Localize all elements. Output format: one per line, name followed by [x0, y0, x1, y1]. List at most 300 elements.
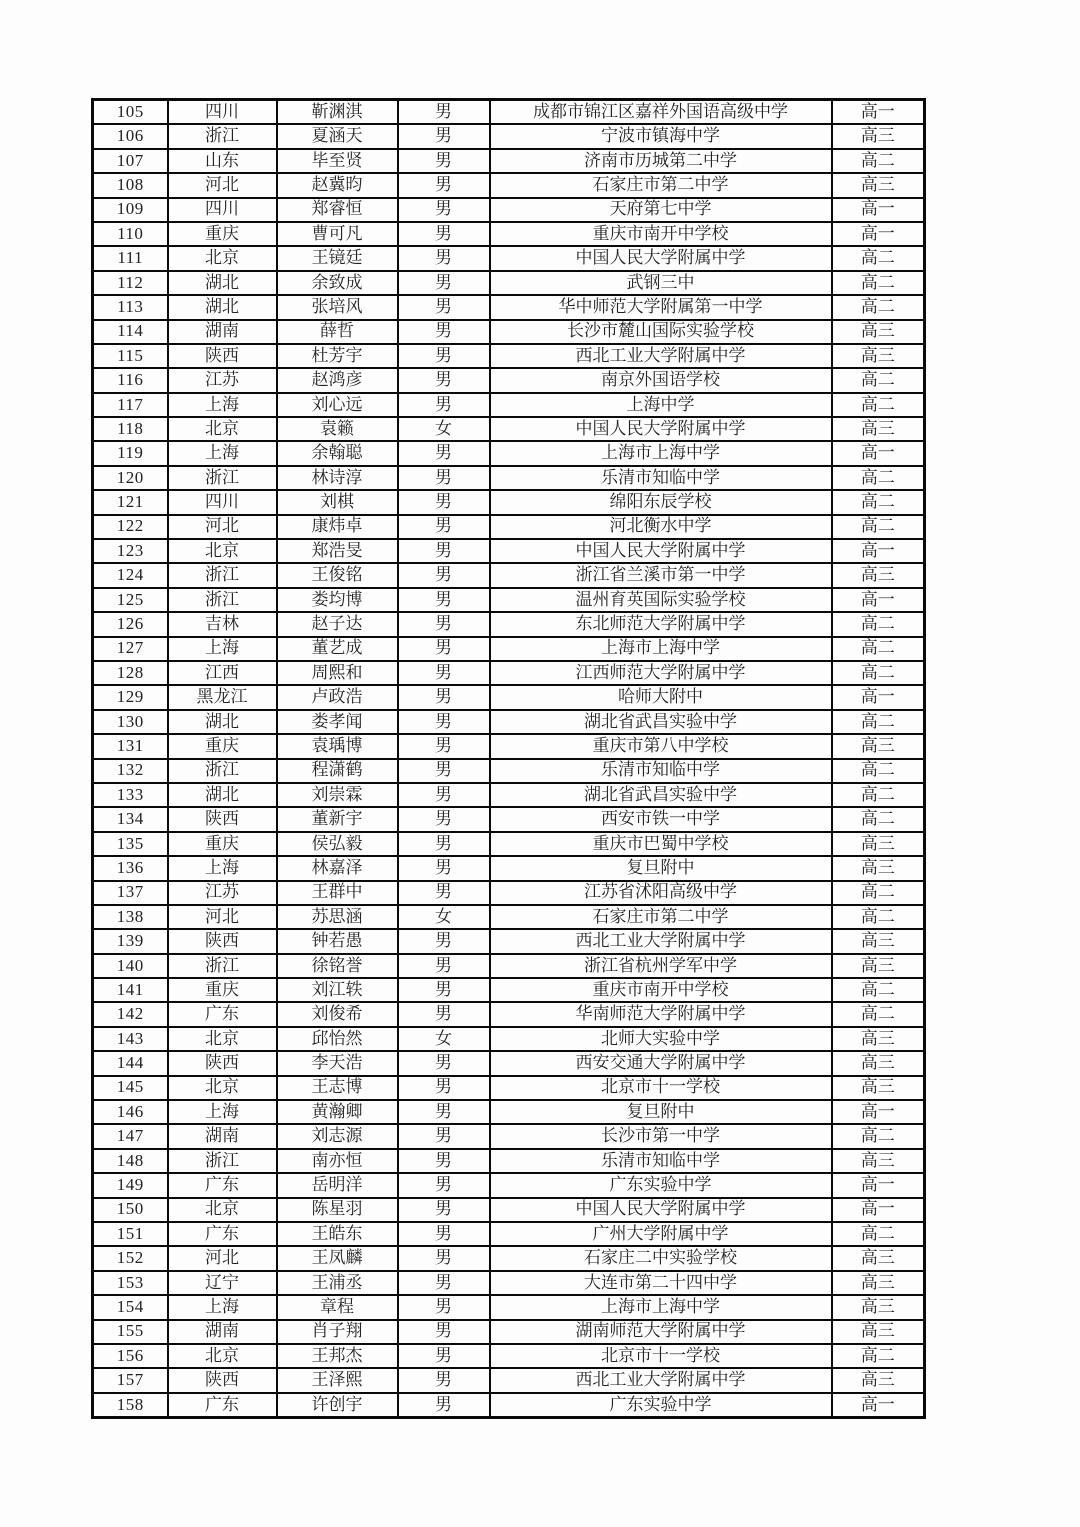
cell-index: 117 [93, 393, 168, 417]
table-row [93, 1149, 925, 1173]
cell-school: 重庆市巴蜀中学校 [490, 832, 832, 856]
cell-school: 重庆市第八中学校 [490, 734, 832, 758]
cell-province: 四川 [168, 490, 277, 514]
cell-index: 138 [93, 905, 168, 929]
table-row [93, 637, 925, 661]
cell-grade: 高二 [832, 490, 925, 514]
cell-school: 湖北省武昌实验中学 [490, 710, 832, 734]
cell-index: 106 [93, 124, 168, 148]
table-row [93, 466, 925, 490]
cell-gender: 男 [398, 515, 490, 539]
cell-gender: 男 [398, 637, 490, 661]
table-row [93, 173, 925, 197]
table-row [93, 1076, 925, 1100]
cell-index: 141 [93, 978, 168, 1002]
cell-school: 江西师范大学附属中学 [490, 661, 832, 685]
cell-grade: 高三 [832, 1320, 925, 1344]
cell-gender: 男 [398, 1344, 490, 1368]
table-row [93, 563, 925, 587]
table-row [93, 1271, 925, 1295]
cell-grade: 高二 [832, 661, 925, 685]
cell-grade: 高二 [832, 978, 925, 1002]
cell-name: 郑浩旻 [277, 539, 398, 563]
cell-name: 薛哲 [277, 320, 398, 344]
cell-grade: 高二 [832, 807, 925, 831]
cell-grade: 高二 [832, 759, 925, 783]
cell-province: 广东 [168, 1222, 277, 1246]
cell-school: 复旦附中 [490, 856, 832, 880]
cell-grade: 高二 [832, 295, 925, 319]
cell-index: 120 [93, 466, 168, 490]
cell-province: 湖北 [168, 271, 277, 295]
cell-name: 毕至贤 [277, 149, 398, 173]
table-row [93, 344, 925, 368]
cell-province: 北京 [168, 1344, 277, 1368]
cell-name: 李天浩 [277, 1051, 398, 1075]
cell-gender: 男 [398, 1320, 490, 1344]
cell-name: 董新宇 [277, 807, 398, 831]
cell-index: 124 [93, 563, 168, 587]
table-row [93, 124, 925, 148]
cell-gender: 男 [398, 1002, 490, 1026]
cell-province: 山东 [168, 149, 277, 173]
cell-province: 江苏 [168, 881, 277, 905]
cell-gender: 男 [398, 783, 490, 807]
cell-gender: 男 [398, 563, 490, 587]
cell-gender: 男 [398, 124, 490, 148]
cell-index: 111 [93, 246, 168, 270]
cell-gender: 男 [398, 856, 490, 880]
cell-name: 肖子翔 [277, 1320, 398, 1344]
cell-school: 成都市锦江区嘉祥外国语高级中学 [490, 100, 832, 125]
table-row [93, 832, 925, 856]
cell-index: 131 [93, 734, 168, 758]
cell-gender: 男 [398, 539, 490, 563]
cell-school: 湖南师范大学附属中学 [490, 1320, 832, 1344]
cell-school: 温州育英国际实验学校 [490, 588, 832, 612]
cell-school: 西北工业大学附属中学 [490, 344, 832, 368]
cell-province: 北京 [168, 1027, 277, 1051]
table-row [93, 954, 925, 978]
cell-province: 湖南 [168, 320, 277, 344]
table-row [93, 807, 925, 831]
cell-gender: 男 [398, 173, 490, 197]
cell-gender: 男 [398, 198, 490, 222]
cell-province: 浙江 [168, 954, 277, 978]
table-row [93, 1027, 925, 1051]
cell-gender: 男 [398, 710, 490, 734]
cell-index: 143 [93, 1027, 168, 1051]
cell-gender: 男 [398, 344, 490, 368]
cell-index: 114 [93, 320, 168, 344]
cell-grade: 高一 [832, 1198, 925, 1222]
cell-province: 上海 [168, 393, 277, 417]
cell-grade: 高二 [832, 905, 925, 929]
cell-name: 侯弘毅 [277, 832, 398, 856]
cell-school: 乐清市知临中学 [490, 759, 832, 783]
cell-grade: 高三 [832, 344, 925, 368]
cell-province: 陕西 [168, 344, 277, 368]
cell-school: 长沙市麓山国际实验学校 [490, 320, 832, 344]
cell-name: 袁瑀博 [277, 734, 398, 758]
cell-province: 浙江 [168, 563, 277, 587]
cell-name: 苏思涵 [277, 905, 398, 929]
cell-index: 153 [93, 1271, 168, 1295]
cell-grade: 高一 [832, 685, 925, 709]
cell-gender: 男 [398, 1246, 490, 1270]
cell-grade: 高一 [832, 1100, 925, 1124]
cell-index: 105 [93, 100, 168, 125]
cell-gender: 男 [398, 661, 490, 685]
cell-gender: 男 [398, 222, 490, 246]
cell-school: 北师大实验中学 [490, 1027, 832, 1051]
table-row [93, 198, 925, 222]
cell-index: 148 [93, 1149, 168, 1173]
cell-school: 石家庄市第二中学 [490, 173, 832, 197]
cell-grade: 高一 [832, 1173, 925, 1197]
cell-gender: 男 [398, 978, 490, 1002]
cell-school: 上海市上海中学 [490, 637, 832, 661]
cell-gender: 男 [398, 954, 490, 978]
cell-name: 靳渊淇 [277, 100, 398, 125]
table-row [93, 271, 925, 295]
cell-school: 浙江省兰溪市第一中学 [490, 563, 832, 587]
cell-school: 华南师范大学附属中学 [490, 1002, 832, 1026]
table-row [93, 1198, 925, 1222]
cell-gender: 男 [398, 271, 490, 295]
table-row [93, 1051, 925, 1075]
cell-index: 119 [93, 441, 168, 465]
cell-index: 108 [93, 173, 168, 197]
cell-name: 赵冀昀 [277, 173, 398, 197]
cell-index: 109 [93, 198, 168, 222]
table-row [93, 295, 925, 319]
cell-index: 112 [93, 271, 168, 295]
table-row [93, 588, 925, 612]
cell-grade: 高一 [832, 1393, 925, 1418]
cell-school: 大连市第二十四中学 [490, 1271, 832, 1295]
cell-grade: 高三 [832, 832, 925, 856]
cell-school: 乐清市知临中学 [490, 1149, 832, 1173]
cell-province: 湖南 [168, 1320, 277, 1344]
cell-school: 石家庄市第二中学 [490, 905, 832, 929]
cell-name: 林嘉泽 [277, 856, 398, 880]
cell-index: 130 [93, 710, 168, 734]
cell-name: 娄孝闻 [277, 710, 398, 734]
cell-province: 广东 [168, 1173, 277, 1197]
cell-name: 董艺成 [277, 637, 398, 661]
cell-school: 湖北省武昌实验中学 [490, 783, 832, 807]
cell-school: 哈师大附中 [490, 685, 832, 709]
cell-name: 刘俊希 [277, 1002, 398, 1026]
table-row [93, 783, 925, 807]
cell-gender: 男 [398, 1051, 490, 1075]
table-row [93, 734, 925, 758]
cell-grade: 高二 [832, 710, 925, 734]
cell-province: 上海 [168, 441, 277, 465]
cell-school: 上海中学 [490, 393, 832, 417]
cell-index: 121 [93, 490, 168, 514]
cell-gender: 男 [398, 1173, 490, 1197]
cell-name: 陈星羽 [277, 1198, 398, 1222]
cell-gender: 男 [398, 1393, 490, 1418]
cell-gender: 男 [398, 1100, 490, 1124]
cell-index: 122 [93, 515, 168, 539]
cell-province: 北京 [168, 1076, 277, 1100]
cell-grade: 高一 [832, 441, 925, 465]
cell-grade: 高二 [832, 393, 925, 417]
cell-school: 河北衡水中学 [490, 515, 832, 539]
cell-gender: 女 [398, 417, 490, 441]
cell-province: 河北 [168, 173, 277, 197]
cell-name: 邱怡然 [277, 1027, 398, 1051]
cell-province: 江西 [168, 661, 277, 685]
cell-name: 程潇鹤 [277, 759, 398, 783]
cell-school: 广东实验中学 [490, 1173, 832, 1197]
cell-index: 152 [93, 1246, 168, 1270]
cell-name: 南亦恒 [277, 1149, 398, 1173]
table-row [93, 1368, 925, 1392]
cell-name: 岳明洋 [277, 1173, 398, 1197]
cell-grade: 高三 [832, 1027, 925, 1051]
cell-gender: 男 [398, 832, 490, 856]
cell-grade: 高一 [832, 588, 925, 612]
cell-grade: 高三 [832, 856, 925, 880]
cell-index: 133 [93, 783, 168, 807]
cell-index: 146 [93, 1100, 168, 1124]
cell-gender: 男 [398, 1124, 490, 1148]
cell-grade: 高三 [832, 173, 925, 197]
cell-name: 周熙和 [277, 661, 398, 685]
cell-name: 刘棋 [277, 490, 398, 514]
cell-index: 129 [93, 685, 168, 709]
cell-gender: 男 [398, 1076, 490, 1100]
cell-grade: 高二 [832, 881, 925, 905]
cell-school: 浙江省杭州学军中学 [490, 954, 832, 978]
cell-name: 刘志源 [277, 1124, 398, 1148]
cell-name: 曹可凡 [277, 222, 398, 246]
cell-grade: 高二 [832, 1124, 925, 1148]
cell-school: 重庆市南开中学校 [490, 978, 832, 1002]
cell-name: 王皓东 [277, 1222, 398, 1246]
table-row [93, 612, 925, 636]
cell-name: 许创宇 [277, 1393, 398, 1418]
cell-province: 重庆 [168, 832, 277, 856]
cell-grade: 高二 [832, 1344, 925, 1368]
cell-school: 东北师范大学附属中学 [490, 612, 832, 636]
cell-grade: 高二 [832, 368, 925, 392]
cell-index: 123 [93, 539, 168, 563]
cell-name: 王浦丞 [277, 1271, 398, 1295]
cell-index: 128 [93, 661, 168, 685]
cell-province: 河北 [168, 905, 277, 929]
cell-name: 王泽熙 [277, 1368, 398, 1392]
cell-grade: 高二 [832, 783, 925, 807]
cell-gender: 男 [398, 1271, 490, 1295]
cell-name: 余致成 [277, 271, 398, 295]
table-row [93, 441, 925, 465]
cell-name: 夏涵天 [277, 124, 398, 148]
cell-grade: 高一 [832, 100, 925, 125]
cell-gender: 男 [398, 929, 490, 953]
cell-gender: 女 [398, 905, 490, 929]
cell-gender: 男 [398, 734, 490, 758]
cell-school: 上海市上海中学 [490, 1295, 832, 1319]
cell-index: 136 [93, 856, 168, 880]
cell-gender: 男 [398, 588, 490, 612]
cell-school: 宁波市镇海中学 [490, 124, 832, 148]
cell-province: 浙江 [168, 588, 277, 612]
cell-name: 王志博 [277, 1076, 398, 1100]
cell-index: 144 [93, 1051, 168, 1075]
cell-name: 刘江轶 [277, 978, 398, 1002]
cell-gender: 女 [398, 1027, 490, 1051]
cell-grade: 高三 [832, 1246, 925, 1270]
cell-grade: 高一 [832, 539, 925, 563]
cell-name: 袁籁 [277, 417, 398, 441]
table-row [93, 222, 925, 246]
cell-index: 140 [93, 954, 168, 978]
cell-name: 康炜卓 [277, 515, 398, 539]
cell-grade: 高二 [832, 612, 925, 636]
cell-school: 石家庄二中实验学校 [490, 1246, 832, 1270]
cell-name: 王凤麟 [277, 1246, 398, 1270]
cell-grade: 高三 [832, 563, 925, 587]
cell-name: 王群中 [277, 881, 398, 905]
cell-name: 刘崇霖 [277, 783, 398, 807]
cell-grade: 高三 [832, 954, 925, 978]
table-row [93, 1295, 925, 1319]
cell-school: 北京市十一学校 [490, 1076, 832, 1100]
cell-gender: 男 [398, 612, 490, 636]
cell-province: 浙江 [168, 466, 277, 490]
cell-province: 广东 [168, 1393, 277, 1418]
cell-province: 上海 [168, 637, 277, 661]
cell-province: 辽宁 [168, 1271, 277, 1295]
cell-name: 张培风 [277, 295, 398, 319]
cell-name: 赵子达 [277, 612, 398, 636]
cell-school: 中国人民大学附属中学 [490, 417, 832, 441]
table-row [93, 100, 925, 125]
cell-grade: 高三 [832, 929, 925, 953]
cell-gender: 男 [398, 295, 490, 319]
cell-grade: 高三 [832, 1295, 925, 1319]
cell-gender: 男 [398, 466, 490, 490]
cell-name: 杜芳宇 [277, 344, 398, 368]
cell-school: 南京外国语学校 [490, 368, 832, 392]
cell-province: 四川 [168, 198, 277, 222]
cell-gender: 男 [398, 1222, 490, 1246]
cell-gender: 男 [398, 685, 490, 709]
cell-index: 149 [93, 1173, 168, 1197]
table-row [93, 1222, 925, 1246]
table-row [93, 685, 925, 709]
table-body [93, 100, 925, 1418]
cell-index: 118 [93, 417, 168, 441]
cell-index: 155 [93, 1320, 168, 1344]
cell-province: 重庆 [168, 222, 277, 246]
cell-province: 陕西 [168, 929, 277, 953]
table-row [93, 320, 925, 344]
cell-index: 139 [93, 929, 168, 953]
cell-grade: 高二 [832, 246, 925, 270]
cell-grade: 高三 [832, 734, 925, 758]
cell-gender: 男 [398, 320, 490, 344]
table-row [93, 490, 925, 514]
cell-index: 158 [93, 1393, 168, 1418]
cell-gender: 男 [398, 759, 490, 783]
cell-school: 西北工业大学附属中学 [490, 929, 832, 953]
table-row [93, 881, 925, 905]
cell-province: 四川 [168, 100, 277, 125]
cell-index: 116 [93, 368, 168, 392]
cell-index: 134 [93, 807, 168, 831]
cell-gender: 男 [398, 441, 490, 465]
cell-province: 上海 [168, 1100, 277, 1124]
table-row [93, 149, 925, 173]
cell-grade: 高三 [832, 1076, 925, 1100]
cell-index: 157 [93, 1368, 168, 1392]
cell-name: 钟若愚 [277, 929, 398, 953]
cell-name: 王镜廷 [277, 246, 398, 270]
cell-index: 151 [93, 1222, 168, 1246]
cell-province: 重庆 [168, 734, 277, 758]
cell-province: 河北 [168, 515, 277, 539]
table-row [93, 417, 925, 441]
cell-province: 上海 [168, 856, 277, 880]
cell-province: 黑龙江 [168, 685, 277, 709]
cell-province: 陕西 [168, 807, 277, 831]
cell-school: 广东实验中学 [490, 1393, 832, 1418]
cell-grade: 高三 [832, 1368, 925, 1392]
table-row [93, 856, 925, 880]
table-row [93, 539, 925, 563]
cell-school: 绵阳东辰学校 [490, 490, 832, 514]
table-row [93, 368, 925, 392]
cell-index: 115 [93, 344, 168, 368]
table-row [93, 661, 925, 685]
cell-grade: 高二 [832, 149, 925, 173]
cell-gender: 男 [398, 1149, 490, 1173]
cell-index: 107 [93, 149, 168, 173]
cell-grade: 高二 [832, 1002, 925, 1026]
table-row [93, 1124, 925, 1148]
cell-province: 北京 [168, 246, 277, 270]
cell-gender: 男 [398, 149, 490, 173]
table-row [93, 1393, 925, 1418]
cell-grade: 高二 [832, 466, 925, 490]
cell-grade: 高三 [832, 1149, 925, 1173]
cell-name: 卢政浩 [277, 685, 398, 709]
cell-gender: 男 [398, 490, 490, 514]
cell-school: 乐清市知临中学 [490, 466, 832, 490]
cell-gender: 男 [398, 881, 490, 905]
cell-gender: 男 [398, 368, 490, 392]
cell-index: 110 [93, 222, 168, 246]
cell-province: 北京 [168, 417, 277, 441]
cell-name: 余翰聪 [277, 441, 398, 465]
table-row [93, 710, 925, 734]
cell-index: 127 [93, 637, 168, 661]
cell-province: 湖南 [168, 1124, 277, 1148]
cell-gender: 男 [398, 246, 490, 270]
cell-gender: 男 [398, 1295, 490, 1319]
cell-grade: 高三 [832, 320, 925, 344]
cell-province: 浙江 [168, 1149, 277, 1173]
cell-index: 132 [93, 759, 168, 783]
cell-school: 广州大学附属中学 [490, 1222, 832, 1246]
cell-name: 王邦杰 [277, 1344, 398, 1368]
